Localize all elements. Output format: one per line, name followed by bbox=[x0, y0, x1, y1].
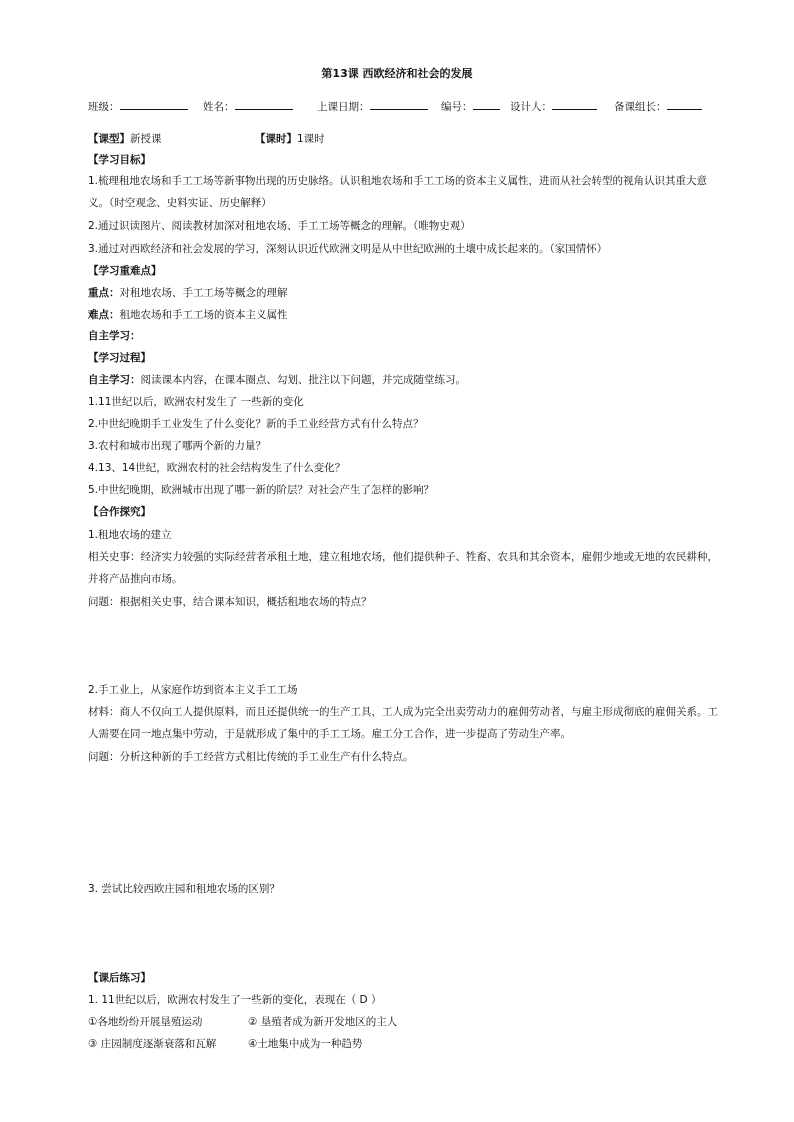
focus-text: 对租地农场、手工工场等概念的理解 bbox=[119, 287, 288, 299]
difficulty-label: 难点： bbox=[88, 309, 120, 321]
process-heading: 【学习过程】 bbox=[88, 352, 151, 364]
leader-field bbox=[614, 98, 702, 114]
section-2-material: 材料：商人不仅向工人提供原料，而且还提供统一的生产工具，工人成为完全出卖劳动力的雇佣劳动者，与雇主形成彻底的雇佣关系。工人需要在同一地点集中劳动，于是就形成了集中的手工工场。雇工分工合作，进一步提高了劳动生产率。 bbox=[88, 706, 718, 740]
number-field bbox=[441, 98, 500, 114]
process-intro-text: 阅读课本内容，在课本圈点、勾划、批注以下问题，并完成随堂练习。 bbox=[140, 374, 466, 386]
difficulty-text: 租地农场和手工工场的资本主义属性 bbox=[119, 309, 288, 321]
number-blank[interactable] bbox=[473, 98, 500, 110]
process-question: 3.农村和城市出现了哪两个新的力量？ bbox=[88, 440, 267, 452]
difficulty-line bbox=[88, 308, 288, 322]
leader-blank[interactable] bbox=[667, 98, 702, 110]
key-points-heading: 【学习重难点】 bbox=[88, 265, 162, 277]
lesson-hours-label: 【课时】 bbox=[255, 133, 297, 145]
section-1-material: 相关史事：经济实力较强的实际经营者承租土地，建立租地农场，他们提供种子、牲畜、农具和其余资本，雇佣少地或无地的农民耕种，并将产品推向市场。 bbox=[88, 551, 718, 585]
objectives-heading: 【学习目标】 bbox=[88, 154, 151, 166]
name-blank[interactable] bbox=[235, 98, 293, 110]
exercise-option: ③ 庄园制度逐渐衰落和瓦解 bbox=[88, 1038, 217, 1050]
section-3-title: 3. 尝试比较西欧庄园和租地农场的区别？ bbox=[88, 883, 280, 895]
process-intro bbox=[88, 373, 466, 387]
leader-label: 备课组长： bbox=[614, 101, 667, 113]
exercise-question: 1. 11世纪以后，欧洲农村发生了一些新的变化，表现在（ D ） bbox=[88, 994, 382, 1006]
process-question: 5.中世纪晚期，欧洲城市出现了哪一新的阶层？对社会产生了怎样的影响？ bbox=[88, 484, 435, 496]
lesson-hours-value: 1课时 bbox=[297, 133, 325, 145]
focus-line bbox=[88, 286, 288, 300]
objective-item: 1.梳理租地农场和手工工场等新事物出现的历史脉络。认识租地农场和手工工场的资本主义属性，进而从社会转型的视角认识其重大意义。（时空观念、史料实证、历史解释） bbox=[88, 175, 708, 209]
class-field bbox=[88, 98, 188, 114]
page-title: 第13课 西欧经济和社会的发展 bbox=[321, 67, 473, 80]
process-intro-label: 自主学习： bbox=[88, 374, 141, 386]
objective-item: 3.通过对西欧经济和社会发展的学习，深刻认识近代欧洲文明是从中世纪欧洲的土壤中成长起来的。（家国情怀） bbox=[88, 243, 608, 255]
section-2-title: 2.手工业上，从家庭作坊到资本主义手工工场 bbox=[88, 684, 298, 696]
exercise-option: ④土地集中成为一种趋势 bbox=[248, 1038, 363, 1050]
exercise-option: ② 垦殖者成为新开发地区的主人 bbox=[248, 1016, 398, 1028]
section-1-title: 1.租地农场的建立 bbox=[88, 529, 172, 541]
class-label: 班级： bbox=[88, 101, 120, 113]
exercise-option: ①各地纷纷开展垦殖运动 bbox=[88, 1016, 203, 1028]
lesson-type bbox=[88, 132, 162, 146]
lesson-type-label: 【课型】 bbox=[88, 133, 130, 145]
designer-label: 设计人： bbox=[510, 101, 552, 113]
date-label: 上课日期： bbox=[317, 101, 370, 113]
exercise-heading: 【课后练习】 bbox=[88, 972, 151, 984]
designer-field bbox=[510, 98, 597, 114]
process-question: 4.13、14世纪，欧洲农村的社会结构发生了什么变化？ bbox=[88, 462, 346, 474]
process-question: 2.中世纪晚期手工业发生了什么变化？新的手工业经营方式有什么特点？ bbox=[88, 418, 424, 430]
objective-item: 2.通过识读图片、阅读教材加深对租地农场、手工工场等概念的理解。（唯物史观） bbox=[88, 220, 471, 232]
designer-blank[interactable] bbox=[552, 98, 597, 110]
date-field bbox=[317, 98, 428, 114]
number-label: 编号： bbox=[441, 101, 473, 113]
class-blank[interactable] bbox=[120, 98, 188, 110]
date-blank[interactable] bbox=[370, 98, 428, 110]
self-study-title: 自主学习： bbox=[88, 330, 141, 342]
focus-label: 重点： bbox=[88, 287, 120, 299]
section-2-question: 问题：分析这种新的手工经营方式相比传统的手工业生产有什么特点。 bbox=[88, 751, 414, 763]
cooperation-heading: 【合作探究】 bbox=[88, 506, 151, 518]
name-label: 姓名： bbox=[203, 101, 235, 113]
name-field bbox=[203, 98, 293, 114]
section-1-question: 问题：根据相关史事，结合课本知识，概括租地农场的特点？ bbox=[88, 596, 372, 608]
lesson-hours bbox=[255, 132, 325, 146]
lesson-type-value: 新授课 bbox=[130, 133, 162, 145]
process-question: 1.11世纪以后，欧洲农村发生了 一些新的变化 bbox=[88, 396, 304, 408]
